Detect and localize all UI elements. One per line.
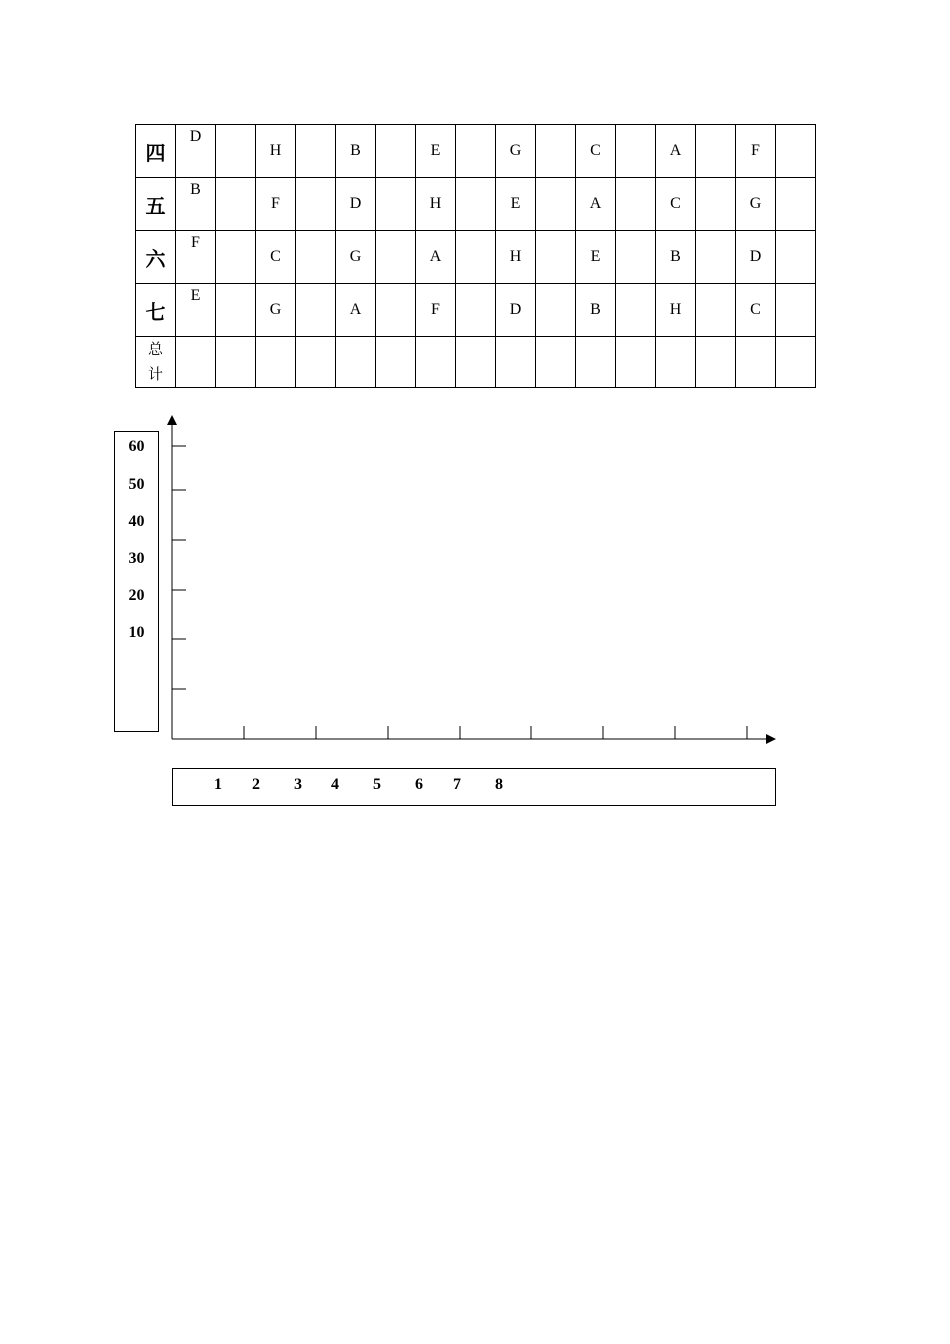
table-cell: H <box>496 231 536 284</box>
row-label: 六 <box>136 231 176 284</box>
total-label-line2: 计 <box>147 365 163 383</box>
table-cell: A <box>576 178 616 231</box>
table-cell: F <box>736 125 776 178</box>
table-cell: H <box>656 284 696 337</box>
table-cell: C <box>656 178 696 231</box>
x-axis-label: 3 <box>294 776 302 793</box>
table-cell: C <box>736 284 776 337</box>
x-axis-ticks <box>244 726 747 739</box>
table-cell: F <box>416 284 456 337</box>
table-cell: A <box>416 231 456 284</box>
table-cell: B <box>576 284 616 337</box>
x-axis-arrow <box>766 734 776 744</box>
y-axis-label-box <box>114 431 159 732</box>
table-cell: E <box>416 125 456 178</box>
table-cell: C <box>576 125 616 178</box>
row-label: 七 <box>136 284 176 337</box>
table-cell: D <box>336 178 376 231</box>
table-cell: E <box>576 231 616 284</box>
x-axis-label: 8 <box>495 776 503 793</box>
table-cell: D <box>736 231 776 284</box>
y-axis-label: 50 <box>128 476 145 493</box>
y-axis-label: 40 <box>128 513 145 530</box>
x-axis-label: 2 <box>252 776 260 793</box>
table-cell: A <box>656 125 696 178</box>
table-cell: B <box>656 231 696 284</box>
table-cell: C <box>256 231 296 284</box>
x-axis-label: 4 <box>331 776 339 793</box>
table-cell: B <box>176 178 216 231</box>
y-axis-label: 20 <box>128 587 145 604</box>
table-cell: A <box>336 284 376 337</box>
y-axis-label: 10 <box>128 624 145 641</box>
table-cell: H <box>256 125 296 178</box>
table-cell: D <box>496 284 536 337</box>
x-axis-label: 5 <box>373 776 381 793</box>
table-cell: F <box>256 178 296 231</box>
row-label: 五 <box>136 178 176 231</box>
row-label: 四 <box>136 125 176 178</box>
y-axis-label: 30 <box>128 550 145 567</box>
table-cell: G <box>496 125 536 178</box>
y-axis-arrow <box>167 415 177 425</box>
y-axis-label: 60 <box>128 438 145 455</box>
table-cell: E <box>176 284 216 337</box>
total-label-line1: 总 <box>147 340 163 358</box>
table-cell: G <box>336 231 376 284</box>
table-cell: F <box>176 231 216 284</box>
x-axis-label: 7 <box>453 776 461 793</box>
table-cell: G <box>256 284 296 337</box>
x-axis-label: 1 <box>214 776 222 793</box>
y-axis-ticks <box>172 446 186 689</box>
table-cell: G <box>736 178 776 231</box>
table-cell: H <box>416 178 456 231</box>
table-cell: D <box>176 125 216 178</box>
x-axis-label: 6 <box>415 776 423 793</box>
table-cell: E <box>496 178 536 231</box>
table-cell: B <box>336 125 376 178</box>
x-axis-label-box <box>172 768 776 806</box>
